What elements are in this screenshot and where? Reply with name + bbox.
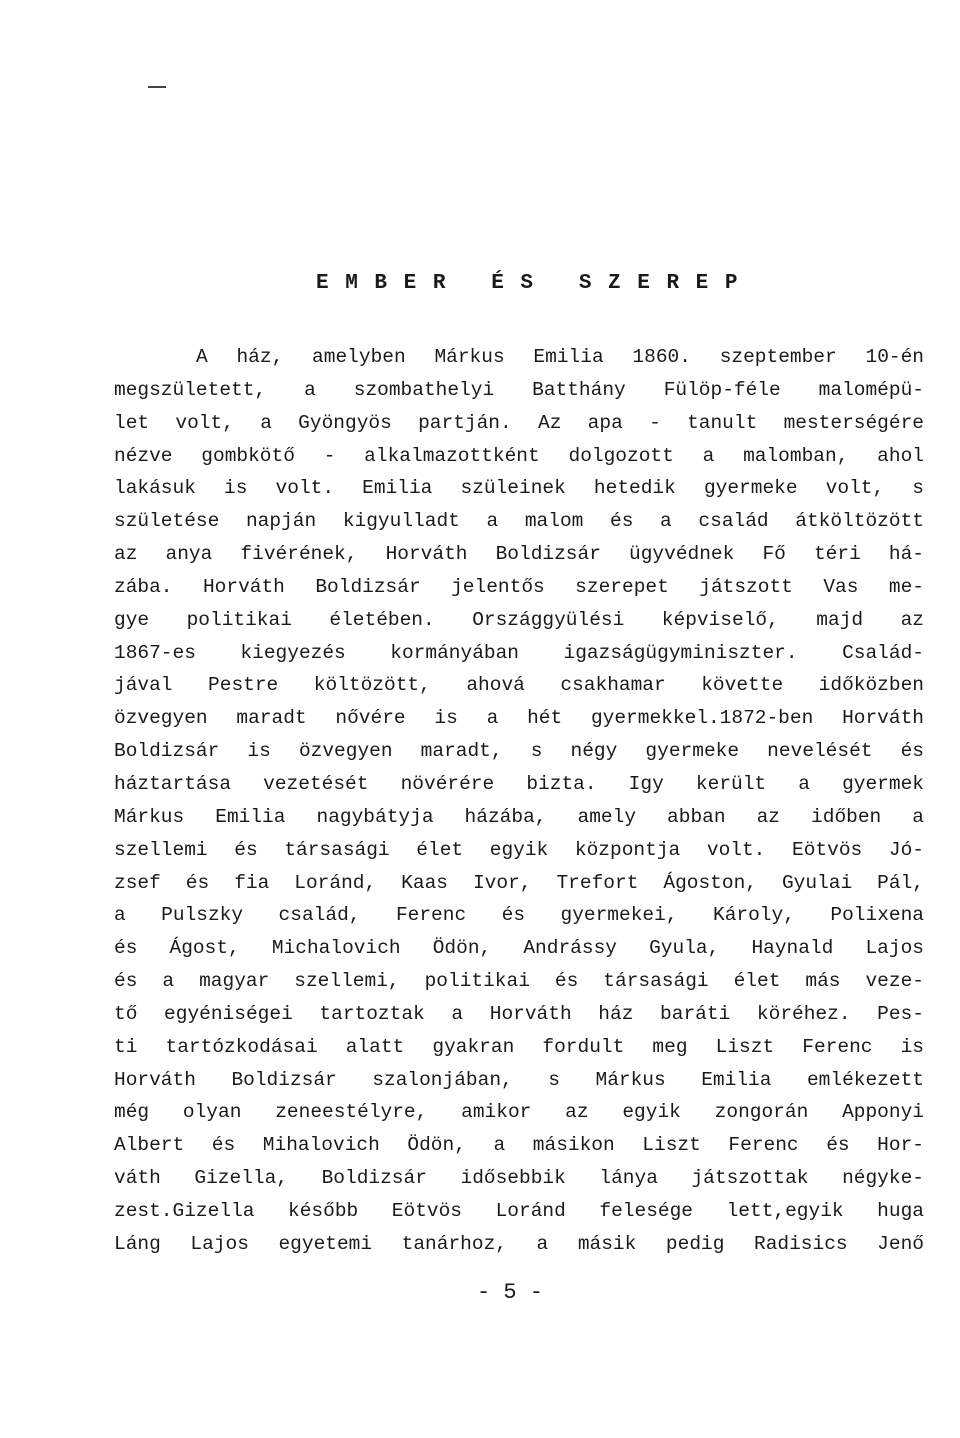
text-line: zába. Horváth Boldizsár jelentős szerepet játszott Vas me-: [114, 575, 924, 598]
text-line: gye politikai életében. Országgyülési képviselő, majd az: [114, 608, 924, 631]
text-line: Boldizsár is özvegyen maradt, s négy gyermeke nevelését és: [114, 740, 924, 763]
text-line: zsef és fia Loránd, Kaas Ivor, Trefort Ágoston, Gyulai Pál,: [114, 871, 924, 894]
text-line: az anya fivérének, Horváth Boldizsár ügyvédnek Fő téri há-: [114, 543, 924, 566]
page-title: E M B E R É S S Z E R E P: [316, 272, 740, 295]
text-line: özvegyen maradt nővére is a hét gyermekkel.1872-ben Horváth: [114, 707, 924, 730]
text-line: a Pulszky család, Ferenc és gyermekei, Károly, Polixena: [114, 904, 924, 927]
text-line: let volt, a Gyöngyös partján. Az apa - tanult mesterségére: [114, 411, 924, 434]
text-line: 1867-es kiegyezés kormányában igazságügyminiszter. Család-: [114, 641, 924, 664]
text-line: szellemi és társasági élet egyik központja volt. Eötvös Jó-: [114, 838, 924, 861]
text-line: váth Gizella, Boldizsár idősebbik lánya játszottak négyke-: [114, 1167, 924, 1190]
text-line: és Ágost, Michalovich Ödön, Andrássy Gyula, Haynald Lajos: [114, 937, 924, 960]
scan-mark: [148, 86, 166, 88]
text-line: Márkus Emilia nagybátyja házába, amely abban az időben a: [114, 805, 924, 828]
text-line: lakásuk is volt. Emilia szüleinek hetedik gyermeke volt, s: [114, 477, 924, 500]
page-number: - 5 -: [476, 1280, 543, 1305]
text-line: jával Pestre költözött, ahová csakhamar követte időközben: [114, 674, 924, 697]
text-line: és a magyar szellemi, politikai és társasági élet más veze-: [114, 970, 924, 993]
text-line: Albert és Mihalovich Ödön, a másikon Liszt Ferenc és Hor-: [114, 1134, 924, 1157]
text-line: tő egyéniségei tartoztak a Horváth ház baráti köréhez. Pes-: [114, 1002, 924, 1025]
body-text: [114, 341, 924, 1261]
text-line: születése napján kigyulladt a malom és a család átköltözött: [114, 510, 924, 533]
text-line: nézve gombkötő - alkalmazottként dolgozott a malomban, ahol: [114, 444, 924, 467]
text-line: megszületett, a szombathelyi Batthány Fülöp-féle malomépü-: [114, 378, 924, 401]
text-line: zest.Gizella később Eötvös Loránd felesége lett,egyik huga: [114, 1199, 924, 1222]
text-line: ti tartózkodásai alatt gyakran fordult meg Liszt Ferenc is: [114, 1035, 924, 1058]
text-line: Horváth Boldizsár szalonjában, s Márkus Emilia emlékezett: [114, 1068, 924, 1091]
text-line: háztartása vezetését növérére bizta. Igy került a gyermek: [114, 772, 924, 795]
text-line: Láng Lajos egyetemi tanárhoz, a másik pedig Radisics Jenő: [114, 1232, 924, 1255]
text-line: A ház, amelyben Márkus Emilia 1860. szeptember 10-én: [196, 346, 924, 368]
text-line: még olyan zeneestélyre, amikor az egyik zongorán Apponyi: [114, 1101, 924, 1124]
